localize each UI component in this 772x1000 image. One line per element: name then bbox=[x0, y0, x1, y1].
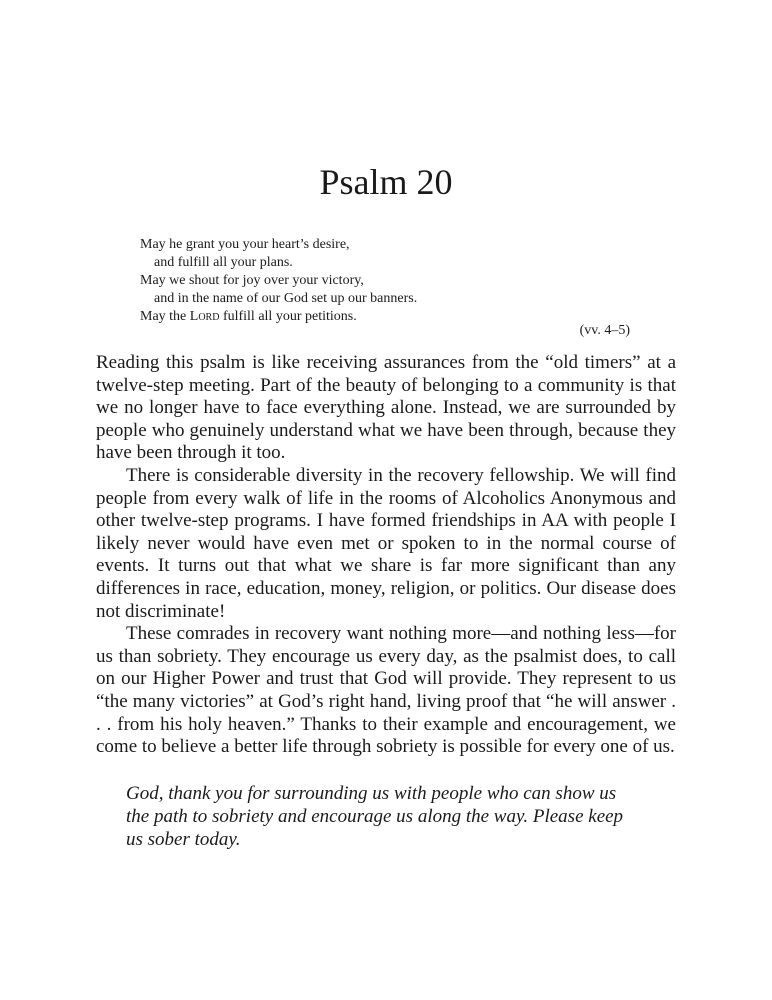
lord-small-caps: Lord bbox=[189, 309, 220, 324]
epigraph-line-2: and fulfill all your plans. bbox=[154, 255, 293, 270]
body-text bbox=[96, 352, 676, 759]
epigraph-line-5-suffix: fulfill all your petitions. bbox=[219, 309, 357, 324]
epigraph-line-5-prefix: May the bbox=[140, 309, 190, 324]
prayer-line-1: God, thank you for surrounding us with people who can show us bbox=[126, 783, 617, 804]
epigraph-line-3: May we shout for joy over your victory, bbox=[140, 273, 364, 288]
epigraph-line-4: and in the name of our God set up our banners. bbox=[154, 291, 418, 306]
scripture-epigraph bbox=[140, 236, 620, 326]
paragraph-3: These comrades in recovery want nothing more—and nothing less—for us than sobriety. They encourage us every day, as the psalmist does, to call on our Higher Power and trust that God will provide. They represent to us “the many victories” at God’s right hand, living proof that “he will answer . . . from his holy heaven.” Thanks to their example and encouragement, we come to believe a better life through sobriety is possible for every one of us. bbox=[96, 623, 676, 758]
epigraph-line-5 bbox=[140, 308, 620, 326]
prayer-line-2: the path to sobriety and encourage us along the way. Please keep bbox=[126, 806, 624, 827]
epigraph-line-1: May he grant you your heart’s desire, bbox=[140, 237, 350, 252]
verse-citation: (vv. 4–5) bbox=[579, 323, 630, 338]
paragraph-1: Reading this psalm is like receiving assurances from the “old timers” at a twelve-step meeting. Part of the beauty of belonging to a community is that we no longer have to face everything alone. Instead, we are surrounded by people who genuinely understand what we have been through, because they have been through it too. bbox=[96, 352, 676, 464]
closing-prayer bbox=[126, 782, 646, 851]
paragraph-2: There is considerable diversity in the recovery fellowship. We will find people from every walk of life in the rooms of Alcoholics Anonymous and other twelve-step programs. I have formed friendships in AA with people I likely never would have even met or spoken to in the normal course of events. It turns out that what we share is far more significant than any differences in race, education, money, religion, or politics. Our disease does not discriminate! bbox=[96, 464, 676, 622]
page-title: Psalm 20 bbox=[319, 162, 453, 202]
prayer-line-3: us sober today. bbox=[126, 829, 241, 850]
